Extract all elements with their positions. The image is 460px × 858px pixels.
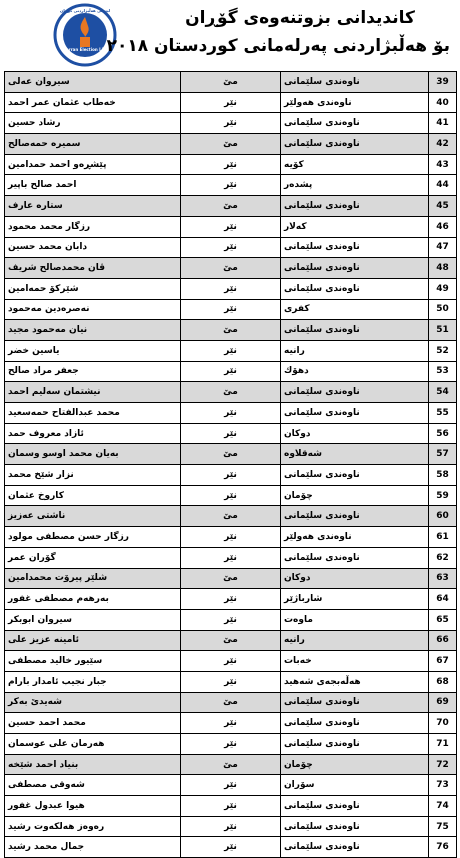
gender-cell: نێر	[181, 816, 281, 837]
constituency-cell: ناوەندی سلێمانی	[281, 196, 429, 217]
constituency-cell: ناوەندی سلێمانی	[281, 506, 429, 527]
constituency-cell: ناوەندی سلێمانی	[281, 258, 429, 279]
constituency-cell: ناوەندی هەولێر	[281, 527, 429, 548]
gender-cell: نێر	[181, 796, 281, 817]
gender-cell: نێر	[181, 423, 281, 444]
candidate-name-cell: شێركۆ حمەامين	[5, 278, 181, 299]
row-number-cell: 59	[429, 485, 457, 506]
table-row	[5, 630, 457, 651]
gender-cell: مێ	[181, 444, 281, 465]
table-row	[5, 361, 457, 382]
row-number-cell: 51	[429, 320, 457, 341]
constituency-cell: ناوەندی سلێمانی	[281, 134, 429, 155]
table-row	[5, 671, 457, 692]
candidate-name-cell: جمال محمد رشيد	[5, 837, 181, 858]
row-number-cell: 55	[429, 403, 457, 424]
logo-text-top: ليستی هەڵبژاردنی گۆڕان	[59, 8, 111, 13]
gender-cell: نێر	[181, 237, 281, 258]
candidate-name-cell: نيشتمان سەليم احمد	[5, 382, 181, 403]
row-number-cell: 48	[429, 258, 457, 279]
gender-cell: مێ	[181, 754, 281, 775]
gender-cell: نێر	[181, 671, 281, 692]
gender-cell: نێر	[181, 589, 281, 610]
table-row	[5, 754, 457, 775]
row-number-cell: 74	[429, 796, 457, 817]
candidate-name-cell: گۆران عمر	[5, 547, 181, 568]
candidate-name-cell: شەيدێ بەكر	[5, 692, 181, 713]
table-row	[5, 713, 457, 734]
table-row	[5, 568, 457, 589]
row-number-cell: 65	[429, 609, 457, 630]
gender-cell: مێ	[181, 258, 281, 279]
gender-cell: نێر	[181, 340, 281, 361]
gender-cell: مێ	[181, 506, 281, 527]
gender-cell: نێر	[181, 175, 281, 196]
title-block	[106, 4, 450, 66]
row-number-cell: 64	[429, 589, 457, 610]
row-number-cell: 62	[429, 547, 457, 568]
title-line-2: بۆ هەڵبژاردنی پەرلەمانی كوردستان ٢٠١٨	[106, 36, 450, 56]
gender-cell: مێ	[181, 196, 281, 217]
candidate-name-cell: ستارە عارف	[5, 196, 181, 217]
table-row	[5, 837, 457, 858]
candidate-table	[4, 71, 457, 858]
candidate-name-cell: سيروان عەلی	[5, 72, 181, 93]
candidate-name-cell: محمد عبدالفتاح حمەسعيد	[5, 403, 181, 424]
table-row	[5, 796, 457, 817]
constituency-cell: ناوەندی سلێمانی	[281, 816, 429, 837]
row-number-cell: 45	[429, 196, 457, 217]
table-row	[5, 775, 457, 796]
candidate-name-cell: ياسين خضر	[5, 340, 181, 361]
row-number-cell: 40	[429, 92, 457, 113]
constituency-cell: رانيە	[281, 630, 429, 651]
table-row	[5, 444, 457, 465]
constituency-cell: ناوەندی هەولێر	[281, 92, 429, 113]
table-row	[5, 547, 457, 568]
row-number-cell: 63	[429, 568, 457, 589]
constituency-cell: پشدەر	[281, 175, 429, 196]
constituency-cell: ناوەندی سلێمانی	[281, 713, 429, 734]
gender-cell: نێر	[181, 278, 281, 299]
constituency-cell: سۆران	[281, 775, 429, 796]
candidate-name-cell: هەرمان علی عوسمان	[5, 734, 181, 755]
gender-cell: مێ	[181, 320, 281, 341]
constituency-cell: شارباژێر	[281, 589, 429, 610]
candidate-name-cell: سيروان ابوبكر	[5, 609, 181, 630]
gender-cell: مێ	[181, 382, 281, 403]
constituency-cell: ناوەندی سلێمانی	[281, 278, 429, 299]
constituency-cell: كەلار	[281, 216, 429, 237]
candidate-name-cell: نيان مەحمود مجيد	[5, 320, 181, 341]
table-row	[5, 258, 457, 279]
table-row	[5, 403, 457, 424]
constituency-cell: ناوەندی سلێمانی	[281, 320, 429, 341]
table-row	[5, 278, 457, 299]
row-number-cell: 39	[429, 72, 457, 93]
candidate-name-cell: شەوقی مصطفى	[5, 775, 181, 796]
candidate-name-cell: محمد احمد حسين	[5, 713, 181, 734]
gender-cell: نێر	[181, 734, 281, 755]
constituency-cell: ناوەندی سلێمانی	[281, 796, 429, 817]
table-row	[5, 113, 457, 134]
candidate-rows	[5, 72, 457, 858]
row-number-cell: 42	[429, 134, 457, 155]
row-number-cell: 49	[429, 278, 457, 299]
candidate-name-cell: دابان محمد حسين	[5, 237, 181, 258]
row-number-cell: 70	[429, 713, 457, 734]
gender-cell: مێ	[181, 692, 281, 713]
logo-text-bottom: Gorran Election List	[62, 47, 108, 52]
constituency-cell: دوكان	[281, 423, 429, 444]
candidate-name-cell: بنياد احمد شێخە	[5, 754, 181, 775]
table-row	[5, 506, 457, 527]
gender-cell: نێر	[181, 713, 281, 734]
candidate-name-cell: هيوا عبدول غفور	[5, 796, 181, 817]
candidate-name-cell: ئامينە عزيز علی	[5, 630, 181, 651]
gender-cell: نێر	[181, 775, 281, 796]
row-number-cell: 43	[429, 154, 457, 175]
candidate-name-cell: سێيور خاليد مصطفى	[5, 651, 181, 672]
table-row	[5, 651, 457, 672]
table-row	[5, 134, 457, 155]
table-row	[5, 485, 457, 506]
row-number-cell: 41	[429, 113, 457, 134]
candidate-name-cell: رشاد حسين	[5, 113, 181, 134]
candidate-name-cell: جعفر مراد صالح	[5, 361, 181, 382]
table-row	[5, 609, 457, 630]
constituency-cell: ناوەندی سلێمانی	[281, 692, 429, 713]
constituency-cell: ناوەندی سلێمانی	[281, 734, 429, 755]
gender-cell: نێر	[181, 154, 281, 175]
table-row	[5, 692, 457, 713]
row-number-cell: 60	[429, 506, 457, 527]
candidate-name-cell: كاروخ عثمان	[5, 485, 181, 506]
candidate-name-cell: رزگار حسن مصطفى مولود	[5, 527, 181, 548]
constituency-cell: ناوەندی سلێمانی	[281, 113, 429, 134]
row-number-cell: 58	[429, 465, 457, 486]
candidate-name-cell: احمد صالح باپير	[5, 175, 181, 196]
row-number-cell: 44	[429, 175, 457, 196]
row-number-cell: 66	[429, 630, 457, 651]
row-number-cell: 61	[429, 527, 457, 548]
constituency-cell: ناوەندی سلێمانی	[281, 547, 429, 568]
constituency-cell: ماوەت	[281, 609, 429, 630]
candidate-name-cell: جبار نجيب ئامدار بارام	[5, 671, 181, 692]
table-row	[5, 175, 457, 196]
candidate-name-cell: ڤان محمدصالح شريف	[5, 258, 181, 279]
table-row	[5, 299, 457, 320]
gender-cell: نێر	[181, 651, 281, 672]
gender-cell: نێر	[181, 299, 281, 320]
constituency-cell: چۆمان	[281, 754, 429, 775]
constituency-cell: رانيە	[281, 340, 429, 361]
candidate-name-cell: پێشڕەو احمد حمدامين	[5, 154, 181, 175]
row-number-cell: 50	[429, 299, 457, 320]
candidate-name-cell: رەوەز هەلكەوت رشيد	[5, 816, 181, 837]
constituency-cell: كفری	[281, 299, 429, 320]
title-line-1: كانديدانى بزوتنەوەی گۆڕان	[185, 8, 415, 28]
table-row	[5, 216, 457, 237]
gender-cell: نێر	[181, 465, 281, 486]
row-number-cell: 71	[429, 734, 457, 755]
gender-cell: نێر	[181, 92, 281, 113]
row-number-cell: 47	[429, 237, 457, 258]
gender-cell: نێر	[181, 547, 281, 568]
constituency-cell: ناوەندی سلێمانی	[281, 403, 429, 424]
row-number-cell: 69	[429, 692, 457, 713]
table-row	[5, 237, 457, 258]
candidate-name-cell: رزگار محمد محمود	[5, 216, 181, 237]
constituency-cell: ناوەندی سلێمانی	[281, 465, 429, 486]
row-number-cell: 53	[429, 361, 457, 382]
table-row	[5, 465, 457, 486]
constituency-cell: ناوەندی سلێمانی	[281, 72, 429, 93]
row-number-cell: 52	[429, 340, 457, 361]
candidate-name-cell: ئازاد معروف حمد	[5, 423, 181, 444]
row-number-cell: 46	[429, 216, 457, 237]
gender-cell: نێر	[181, 216, 281, 237]
gender-cell: نێر	[181, 527, 281, 548]
gender-cell: مێ	[181, 72, 281, 93]
table-row	[5, 423, 457, 444]
candidate-name-cell: ناشتی عەزيز	[5, 506, 181, 527]
row-number-cell: 76	[429, 837, 457, 858]
row-number-cell: 72	[429, 754, 457, 775]
table-row	[5, 92, 457, 113]
gender-cell: مێ	[181, 134, 281, 155]
candidate-name-cell: سميرە حمەصالح	[5, 134, 181, 155]
header	[0, 0, 460, 70]
gender-cell: نێر	[181, 837, 281, 858]
constituency-cell: چۆمان	[281, 485, 429, 506]
row-number-cell: 57	[429, 444, 457, 465]
constituency-cell: ناوەندی سلێمانی	[281, 837, 429, 858]
gender-cell: مێ	[181, 630, 281, 651]
constituency-cell: هەڵەبجەی شەهيد	[281, 671, 429, 692]
constituency-cell: دهۆك	[281, 361, 429, 382]
table-row	[5, 527, 457, 548]
constituency-cell: خەبات	[281, 651, 429, 672]
table-row	[5, 340, 457, 361]
gender-cell: نێر	[181, 609, 281, 630]
table-row	[5, 196, 457, 217]
row-number-cell: 56	[429, 423, 457, 444]
constituency-cell: ناوەندی سلێمانی	[281, 382, 429, 403]
constituency-cell: شەقلاوە	[281, 444, 429, 465]
candidate-name-cell: بەرهەم مصطفى غفور	[5, 589, 181, 610]
row-number-cell: 67	[429, 651, 457, 672]
table-row	[5, 320, 457, 341]
table-row	[5, 72, 457, 93]
gender-cell: نێر	[181, 485, 281, 506]
row-number-cell: 75	[429, 816, 457, 837]
gender-cell: نێر	[181, 361, 281, 382]
candidate-name-cell: بەيان محمد اوسو وسمان	[5, 444, 181, 465]
table-row	[5, 382, 457, 403]
table-row	[5, 589, 457, 610]
constituency-cell: كۆيە	[281, 154, 429, 175]
gender-cell: نێر	[181, 113, 281, 134]
constituency-cell: ناوەندی سلێمانی	[281, 237, 429, 258]
candidate-name-cell: نەصرەدين مەحمود	[5, 299, 181, 320]
candidate-name-cell: نزار شێخ محمد	[5, 465, 181, 486]
constituency-cell: دوكان	[281, 568, 429, 589]
gender-cell: مێ	[181, 568, 281, 589]
row-number-cell: 73	[429, 775, 457, 796]
candidate-name-cell: شلێر پيرۆت محمدامين	[5, 568, 181, 589]
candidate-name-cell: خەطاب عثمان عمر احمد	[5, 92, 181, 113]
gender-cell: نێر	[181, 403, 281, 424]
row-number-cell: 54	[429, 382, 457, 403]
row-number-cell: 68	[429, 671, 457, 692]
table-row	[5, 734, 457, 755]
table-row	[5, 154, 457, 175]
table-row	[5, 816, 457, 837]
